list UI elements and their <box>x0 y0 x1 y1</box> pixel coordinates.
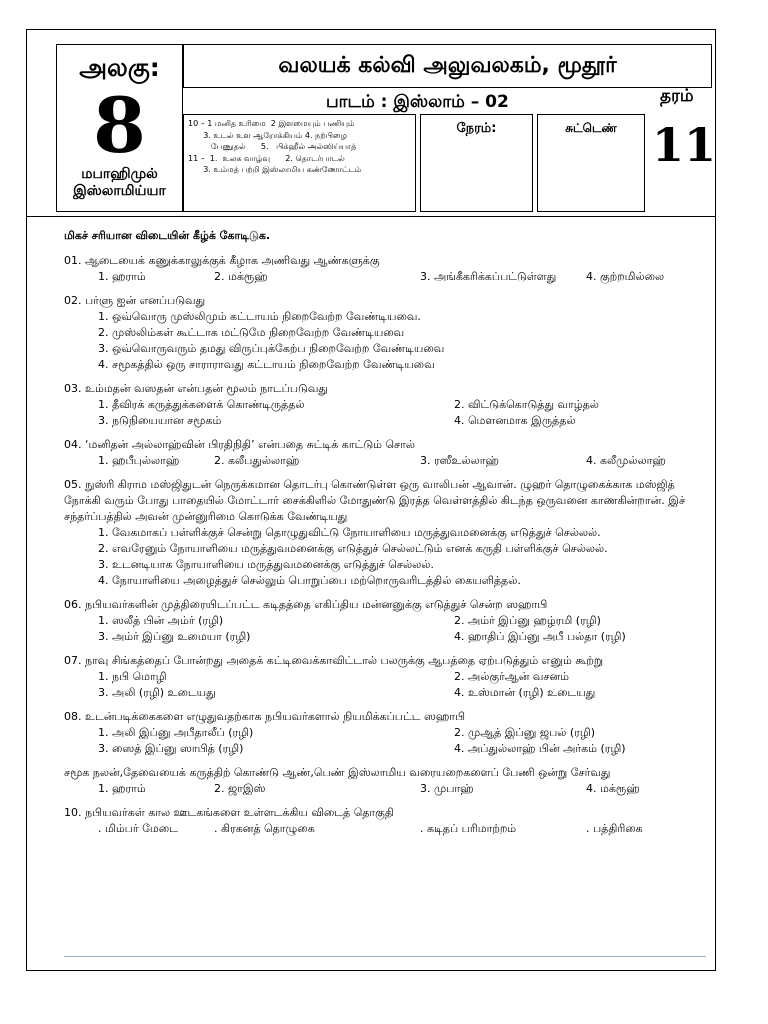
topic-line: பேணுதல் 5. பிக்ஹீல் அல்ஸிய்யாத் <box>188 142 357 151</box>
answer-option[interactable]: 2. முஸ்லிம்கள் கூட்டாக மட்டுமே நிறைவேற்ற வேண்டியவை <box>98 326 405 339</box>
answer-option[interactable]: 2. முஆத் இப்னு ஜபல் (ரழி) <box>454 726 596 739</box>
answer-option[interactable]: 2. விட்டுக்கொடுத்து வாழ்தல் <box>454 398 599 411</box>
topic-line: 3. உம்மத் பற்றி இஸ்லாமிய கண்ணோட்டம் <box>188 165 362 174</box>
answer-option[interactable]: 1. தீவிரக் கருத்துக்களைக் கொண்டிருத்தல் <box>98 398 305 411</box>
answer-option[interactable]: 4. உஸ்மான் (ரழி) உடையது <box>454 686 596 699</box>
question-stem: 06. நபியவர்களின் முத்திரையிடப்பட்ட கடிதத்தை எகிப்திய மன்னனுக்கு எடுத்துச் சென்ற ஸஹாபி <box>64 598 548 611</box>
answer-option[interactable]: 1. ஹபீபுல்லாஹ் <box>98 454 180 467</box>
options-row <box>64 821 704 837</box>
answer-option[interactable]: 3. அலி (ரழி) உடையது <box>98 686 216 699</box>
answer-option[interactable]: . கிரகனத் தொழுகை <box>214 822 315 835</box>
question-3 <box>64 381 704 429</box>
options-row <box>64 269 704 285</box>
topic-line: 3. உடல் உள ஆரோக்கியம் 4. நற்பிழை <box>188 130 347 140</box>
question-4 <box>64 437 704 469</box>
office-title: வலயக் கல்வி அலுவலகம், மூதூர் <box>183 44 712 88</box>
header-divider <box>26 216 716 217</box>
options-row <box>64 397 704 413</box>
question-area <box>64 228 704 845</box>
question-10 <box>64 805 704 837</box>
options-row <box>64 741 704 757</box>
answer-option[interactable]: 3. அங்கீகரிக்கப்பட்டுள்ளது <box>420 270 557 283</box>
question-stem: 05. நுஸ்ரி கிராம மஸ்ஜிதுடன் நெருக்கமான தொடர்பு கொண்டுள்ள ஒரு வாலிபன் ஆவான். ழுஹர் தொழுகைக்காக மஸ்ஜித் நோக்கி வரும் போது பாதையில் மோட்டார் சைக்கிளில் மோதுண்டு இரத்த வெள்ளத்தில் கிடந்த ஒருவனை காணகின்றான். இச் சந்தர்ப்பத்தில் அவன் முன்னுரிமை கொடுக்க வேண்டியது <box>64 478 686 523</box>
topics-box <box>183 114 416 212</box>
answer-option[interactable]: 3. ஒவ்வொருவரும் தமது விருப்புக்கேற்ப நிறைவேற்ற வேண்டியவை <box>98 342 445 355</box>
answer-option[interactable]: 4. சமூகத்தில் ஒரு சாராராவது கட்டாயம் நிறைவேற்ற வேண்டியவை <box>98 358 435 371</box>
question-5 <box>64 477 704 589</box>
unit-number: 8 <box>93 81 146 170</box>
answer-option[interactable]: 2. அம்ர் இப்னு ஹழ்ரமி (ரழி) <box>454 614 601 627</box>
topic-line: 10 – 1 மனித உரிமை 2 இளமையும் பணியும் <box>188 119 355 128</box>
question-stem: 10. நபியவர்கள் கால ஊடகங்களை உள்ளடக்கிய விடைத் தொகுதி <box>64 806 394 819</box>
topic-line: 11 – 1. உலக வாழ்வு 2. தொடர்பாடல் <box>188 153 345 163</box>
index-label: சுட்டெண் <box>565 121 617 135</box>
options-row <box>64 669 704 685</box>
question-stem: 07. நாவு சிங்கத்தைப் போன்றது அதைக் கட்டிவைக்காவிட்டால் பலருக்கு ஆபத்தை ஏற்படுத்தும் எனும் கூற்று <box>64 654 604 667</box>
options-row <box>64 685 704 701</box>
answer-option[interactable]: 2. கலீபதுல்லாஹ் <box>214 454 300 467</box>
unit-box <box>56 44 183 212</box>
answer-option[interactable]: 2. அல்குர்ஆன் வசனம் <box>454 670 570 683</box>
time-label: நேரம்: <box>456 121 497 136</box>
question-stem: 01. ஆடையைக் கணுக்காலுக்குக் கீழாக அணிவது ஆண்களுக்கு <box>64 254 380 267</box>
answer-option[interactable]: 3. உடனடியாக நோயாளியை மருத்துவமனைக்கு எடுத்துச் செல்லல். <box>98 558 434 571</box>
answer-option[interactable]: 1. வேகமாகப் பள்ளிக்குச் சென்று தொழுதுவிட்டு நோயாளியை மருத்துவமனைக்கு எடுத்துச் செல்லல். <box>98 526 601 539</box>
answer-option[interactable]: 2. ஜாஇஸ் <box>214 782 266 795</box>
answer-option[interactable]: 1. ஹராம் <box>98 782 146 795</box>
answer-option[interactable]: 3. முபாஹ் <box>420 782 474 795</box>
exam-header <box>56 44 717 212</box>
answer-option[interactable]: 3. ரஸீஉல்லாஹ் <box>420 454 499 467</box>
options-row <box>64 453 704 469</box>
question-7 <box>64 653 704 701</box>
answer-option[interactable]: 2. மக்ரூஹ் <box>214 270 268 283</box>
subject-title: பாடம் : இஸ்லாம் – 02 <box>326 92 509 112</box>
answer-option[interactable]: 4. மக்ரூஹ் <box>586 782 640 795</box>
question-stem: 08. உடன்படிக்கைகளை எழுதுவதற்காக நபியவர்களால் நியமிக்கப்பட்ட ஸஹாபி <box>64 710 466 723</box>
answer-option[interactable]: . மிம்பர் மேடை <box>98 822 178 835</box>
answer-option[interactable]: 2. எவரேனும் நோயாளியை மருத்துவமனைக்கு எடுத்துச் செல்லட்டும் எனக் கருதி பள்ளிக்குச் செல்லல். <box>98 542 608 555</box>
answer-option[interactable]: 1. அலி இப்னு அபீதாலீப் (ரழி) <box>98 726 254 739</box>
options-row <box>64 781 704 797</box>
unit-name: மபாஹிமுல் இஸ்லாமிய்யா <box>73 166 166 199</box>
footer-rule <box>64 956 706 957</box>
question-2 <box>64 293 704 373</box>
answer-option[interactable]: 4. நோயாளியை அழைத்துச் செல்லும் பொறுப்பை மற்றொருவரிடத்தில் கையளித்தல். <box>98 574 521 587</box>
question-9 <box>64 765 704 797</box>
answer-option[interactable]: 1. ஒவ்வொரு முஸ்லிமும் கட்டாயம் நிறைவேற்ற வேண்டியவை. <box>98 310 421 323</box>
grade-label: தரம் <box>660 86 694 106</box>
question-6 <box>64 597 704 645</box>
answer-option[interactable]: 3. ஸைத் இப்னு ஸாபித் (ரழி) <box>98 742 244 755</box>
answer-option[interactable]: 1. ஹராம் <box>98 270 146 283</box>
question-stem: 02. பர்ளு ஐன் எனப்படுவது <box>64 294 206 307</box>
answer-option[interactable]: 1. ஸலீத் பின் அம்ர் (ரழி) <box>98 614 224 627</box>
options-row <box>64 725 704 741</box>
question-8 <box>64 709 704 757</box>
answer-option[interactable]: 4. கலீமுல்லாஹ் <box>586 454 666 467</box>
answer-option[interactable]: 4. குற்றமில்லை <box>586 270 665 283</box>
answer-option[interactable]: 3. அம்ர் இப்னு உமையா (ரழி) <box>98 630 251 643</box>
unit-label: அலகு: <box>79 53 160 82</box>
answer-option[interactable]: 3. நடுநியையான சமூகம் <box>98 414 222 427</box>
answer-option[interactable]: 1. நபி மொழி <box>98 670 167 683</box>
options-row <box>64 629 704 645</box>
answer-option[interactable]: 4. அப்துல்லாஹ் பின் அர்கம் (ரழி) <box>454 742 626 755</box>
options-row <box>64 613 704 629</box>
answer-option[interactable]: 4. மௌனமாக இருத்தல் <box>454 414 576 427</box>
question-stem: 04. ‘மனிதன் அல்லாஹ்வின் பிரதிநிதி’ என்பதை சுட்டிக் காட்டும் சொல் <box>64 438 416 451</box>
answer-option[interactable]: 4. ஹாதிப் இப்னு அபீ பல்தா (ரழி) <box>454 630 626 643</box>
question-stem: சமூக நலன்,தேவையைக் கருத்திற் கொண்டு ஆண்,பெண் இஸ்லாமிய வரையறைகளைப் பேணி ஒன்று சேர்வது <box>64 766 611 779</box>
answer-option[interactable]: . பத்திரிகை <box>586 822 643 835</box>
question-1 <box>64 253 704 285</box>
time-box <box>420 114 533 212</box>
instruction: மிகச் சரியான விடையின் கீழ்க் கோடிடுக. <box>64 229 271 242</box>
index-number-box <box>537 114 645 212</box>
question-stem: 03. உம்மதன் வஸதன் என்பதன் மூலம் நாடப்படுவது <box>64 382 328 395</box>
options-row <box>64 413 704 429</box>
grade-number: 11 <box>652 118 717 172</box>
answer-option[interactable]: . கடிதப் பரிமாற்றம் <box>420 822 517 835</box>
